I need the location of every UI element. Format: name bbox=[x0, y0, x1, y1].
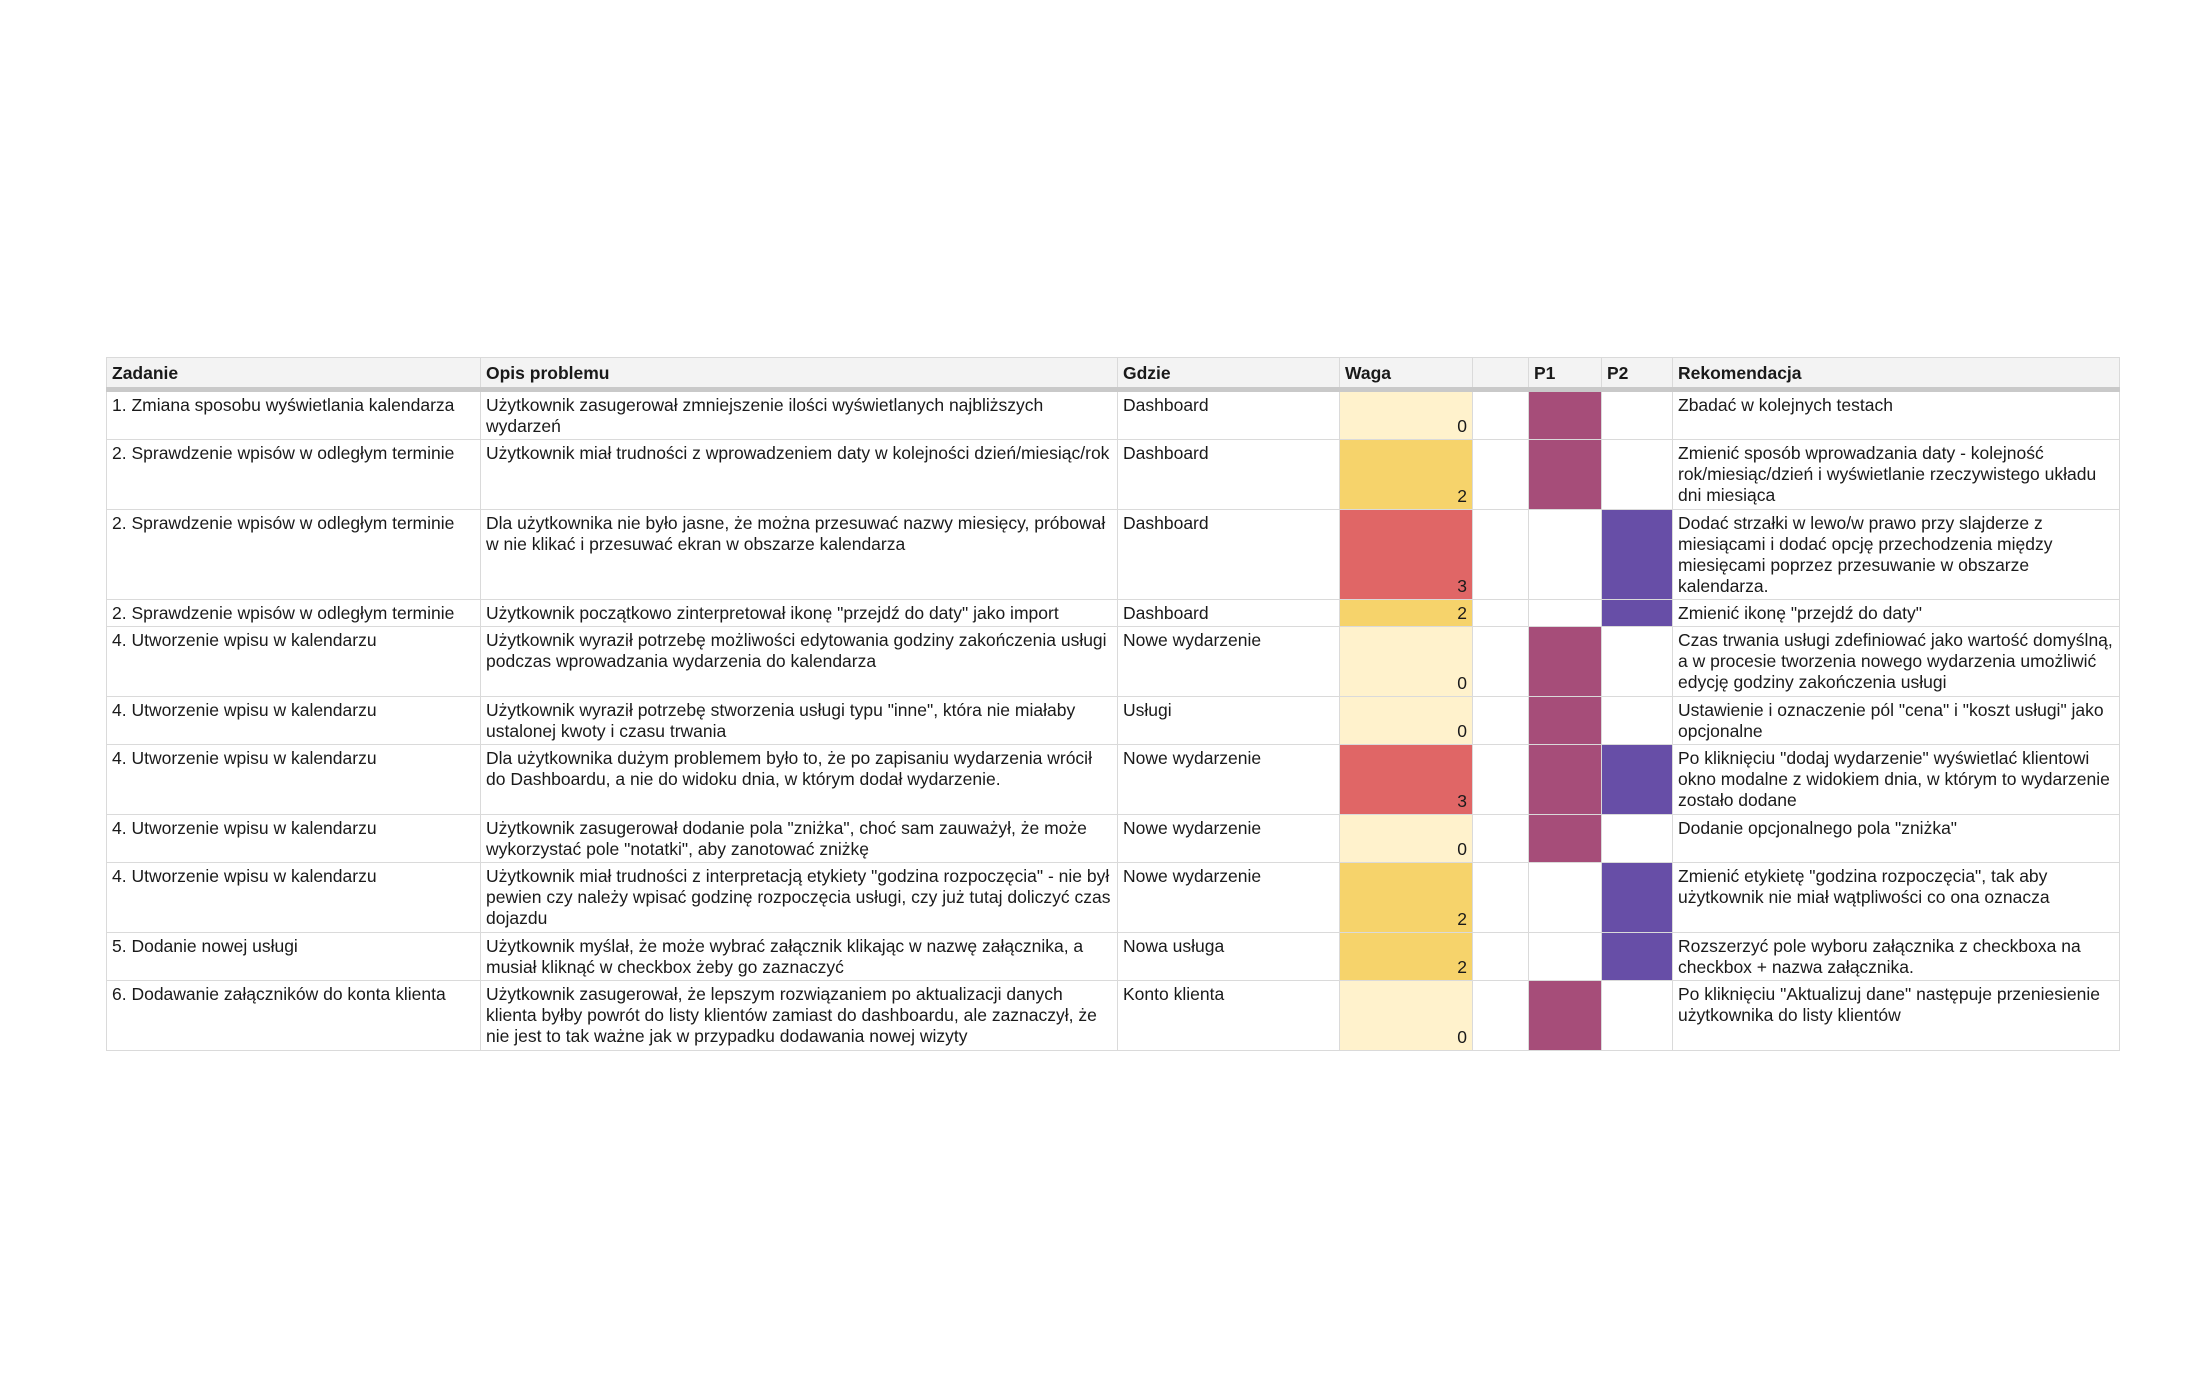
cell-p1[interactable] bbox=[1529, 745, 1602, 815]
cell-waga[interactable] bbox=[1340, 600, 1473, 627]
cell-zadanie[interactable]: 4. Utworzenie wpisu w kalendarzu bbox=[107, 697, 481, 745]
waga-value: 0 bbox=[1457, 839, 1467, 859]
cell-waga[interactable] bbox=[1340, 627, 1473, 697]
cell-gap[interactable] bbox=[1473, 440, 1529, 510]
cell-waga[interactable] bbox=[1340, 510, 1473, 600]
cell-p2[interactable] bbox=[1602, 981, 1673, 1051]
cell-zadanie[interactable]: 2. Sprawdzenie wpisów w odległym terminie bbox=[107, 440, 481, 510]
waga-value: 0 bbox=[1457, 1027, 1467, 1047]
table-row bbox=[107, 510, 2120, 600]
cell-p2[interactable] bbox=[1602, 390, 1673, 440]
cell-p1[interactable] bbox=[1529, 815, 1602, 863]
cell-p2[interactable] bbox=[1602, 627, 1673, 697]
table-row bbox=[107, 440, 2120, 510]
cell-p1[interactable] bbox=[1529, 863, 1602, 933]
cell-gap[interactable] bbox=[1473, 697, 1529, 745]
cell-zadanie[interactable]: 2. Sprawdzenie wpisów w odległym terminie bbox=[107, 600, 481, 627]
cell-waga[interactable] bbox=[1340, 981, 1473, 1051]
cell-opis[interactable]: Użytkownik myślał, że może wybrać załącznik klikając w nazwę załącznika, a musiał kliknąć w checkbox żeby go zaznaczyć bbox=[481, 933, 1118, 981]
cell-opis[interactable]: Użytkownik początkowo zinterpretował ikonę "przejdź do daty" jako import bbox=[481, 600, 1118, 627]
table-row bbox=[107, 600, 2120, 627]
cell-zadanie[interactable]: 1. Zmiana sposobu wyświetlania kalendarza bbox=[107, 390, 481, 440]
waga-value: 2 bbox=[1457, 486, 1467, 506]
cell-waga[interactable] bbox=[1340, 745, 1473, 815]
cell-gdzie[interactable]: Dashboard bbox=[1118, 390, 1340, 440]
cell-p2[interactable] bbox=[1602, 863, 1673, 933]
cell-p2[interactable] bbox=[1602, 697, 1673, 745]
cell-zadanie[interactable]: 4. Utworzenie wpisu w kalendarzu bbox=[107, 745, 481, 815]
waga-value: 0 bbox=[1457, 673, 1467, 693]
header-p1[interactable]: P1 bbox=[1529, 358, 1602, 390]
cell-waga[interactable] bbox=[1340, 697, 1473, 745]
cell-gap[interactable] bbox=[1473, 390, 1529, 440]
cell-p1[interactable] bbox=[1529, 440, 1602, 510]
cell-opis[interactable]: Użytkownik zasugerował, że lepszym rozwiązaniem po aktualizacji danych klienta byłby powrót do listy klientów zamiast do dashboardu, ale zaznaczył, że nie jest to tak ważne jak w przypadku dodawania nowej wizyty bbox=[481, 981, 1118, 1051]
header-gap[interactable] bbox=[1473, 358, 1529, 390]
cell-waga[interactable] bbox=[1340, 440, 1473, 510]
header-opis[interactable]: Opis problemu bbox=[481, 358, 1118, 390]
cell-rekomendacja[interactable]: Czas trwania usługi zdefiniować jako wartość domyślną, a w procesie tworzenia nowego wydarzenia umożliwić edycję godziny zakończenia usługi bbox=[1673, 627, 2120, 697]
waga-value: 2 bbox=[1457, 909, 1467, 929]
cell-p2[interactable] bbox=[1602, 440, 1673, 510]
cell-p2[interactable] bbox=[1602, 600, 1673, 627]
cell-gap[interactable] bbox=[1473, 600, 1529, 627]
header-p2[interactable]: P2 bbox=[1602, 358, 1673, 390]
cell-gdzie[interactable]: Dashboard bbox=[1118, 510, 1340, 600]
cell-gap[interactable] bbox=[1473, 981, 1529, 1051]
cell-zadanie[interactable]: 4. Utworzenie wpisu w kalendarzu bbox=[107, 627, 481, 697]
cell-waga[interactable] bbox=[1340, 815, 1473, 863]
cell-opis[interactable]: Dla użytkownika dużym problemem było to, że po zapisaniu wydarzenia wrócił do Dashboardu, a nie do widoku dnia, w którym dodał wydarzenie. bbox=[481, 745, 1118, 815]
cell-rekomendacja[interactable]: Zbadać w kolejnych testach bbox=[1673, 390, 2120, 440]
header-waga[interactable]: Waga bbox=[1340, 358, 1473, 390]
table-row bbox=[107, 863, 2120, 933]
waga-value: 0 bbox=[1457, 721, 1467, 741]
cell-gdzie[interactable]: Nowe wydarzenie bbox=[1118, 627, 1340, 697]
table-row bbox=[107, 815, 2120, 863]
cell-opis[interactable]: Użytkownik miał trudności z wprowadzeniem daty w kolejności dzień/miesiąc/rok bbox=[481, 440, 1118, 510]
waga-value: 0 bbox=[1457, 416, 1467, 436]
usability-findings-table bbox=[106, 357, 2120, 1051]
cell-gdzie[interactable]: Dashboard bbox=[1118, 440, 1340, 510]
cell-opis[interactable]: Dla użytkownika nie było jasne, że można przesuwać nazwy miesięcy, próbował w nie klikać i przesuwać ekran w obszarze kalendarza bbox=[481, 510, 1118, 600]
cell-gdzie[interactable]: Nowa usługa bbox=[1118, 933, 1340, 981]
header-rekomendacja[interactable]: Rekomendacja bbox=[1673, 358, 2120, 390]
header-row bbox=[107, 358, 2120, 390]
waga-value: 3 bbox=[1457, 791, 1467, 811]
cell-rekomendacja[interactable]: Rozszerzyć pole wyboru załącznika z checkboxa na checkbox + nazwa załącznika. bbox=[1673, 933, 2120, 981]
table-row bbox=[107, 981, 2120, 1051]
cell-gdzie[interactable]: Nowe wydarzenie bbox=[1118, 745, 1340, 815]
cell-waga[interactable] bbox=[1340, 390, 1473, 440]
cell-rekomendacja[interactable]: Zmienić sposób wprowadzania daty - kolejność rok/miesiąc/dzień i wyświetlanie rzeczywistego układu dni miesiąca bbox=[1673, 440, 2120, 510]
cell-zadanie[interactable]: 4. Utworzenie wpisu w kalendarzu bbox=[107, 815, 481, 863]
cell-gap[interactable] bbox=[1473, 745, 1529, 815]
table-row bbox=[107, 627, 2120, 697]
cell-waga[interactable] bbox=[1340, 933, 1473, 981]
header-zadanie[interactable]: Zadanie bbox=[107, 358, 481, 390]
cell-opis[interactable]: Użytkownik wyraził potrzebę możliwości edytowania godziny zakończenia usługi podczas wprowadzania wydarzenia do kalendarza bbox=[481, 627, 1118, 697]
cell-p1[interactable] bbox=[1529, 600, 1602, 627]
waga-value: 3 bbox=[1457, 576, 1467, 596]
cell-rekomendacja[interactable]: Po kliknięciu "dodaj wydarzenie" wyświetlać klientowi okno modalne z widokiem dnia, w którym to wydarzenie zostało dodane bbox=[1673, 745, 2120, 815]
cell-gap[interactable] bbox=[1473, 627, 1529, 697]
cell-gap[interactable] bbox=[1473, 863, 1529, 933]
cell-opis[interactable]: Użytkownik zasugerował zmniejszenie ilości wyświetlanych najbliższych wydarzeń bbox=[481, 390, 1118, 440]
cell-rekomendacja[interactable]: Zmienić etykietę "godzina rozpoczęcia", tak aby użytkownik nie miał wątpliwości co ona oznacza bbox=[1673, 863, 2120, 933]
cell-p2[interactable] bbox=[1602, 745, 1673, 815]
cell-rekomendacja[interactable]: Zmienić ikonę "przejdź do daty" bbox=[1673, 600, 2120, 627]
cell-rekomendacja[interactable]: Ustawienie i oznaczenie pól "cena" i "koszt usługi" jako opcjonalne bbox=[1673, 697, 2120, 745]
cell-gdzie[interactable]: Nowe wydarzenie bbox=[1118, 815, 1340, 863]
cell-p1[interactable] bbox=[1529, 627, 1602, 697]
cell-zadanie[interactable]: 5. Dodanie nowej usługi bbox=[107, 933, 481, 981]
table-row bbox=[107, 745, 2120, 815]
table-row bbox=[107, 697, 2120, 745]
cell-gdzie[interactable]: Konto klienta bbox=[1118, 981, 1340, 1051]
table-row bbox=[107, 933, 2120, 981]
cell-p2[interactable] bbox=[1602, 510, 1673, 600]
cell-gdzie[interactable]: Usługi bbox=[1118, 697, 1340, 745]
cell-p1[interactable] bbox=[1529, 697, 1602, 745]
cell-gap[interactable] bbox=[1473, 933, 1529, 981]
cell-p1[interactable] bbox=[1529, 390, 1602, 440]
cell-gap[interactable] bbox=[1473, 510, 1529, 600]
cell-zadanie[interactable]: 2. Sprawdzenie wpisów w odległym terminie bbox=[107, 510, 481, 600]
cell-gdzie[interactable]: Dashboard bbox=[1118, 600, 1340, 627]
cell-p2[interactable] bbox=[1602, 933, 1673, 981]
cell-zadanie[interactable]: 4. Utworzenie wpisu w kalendarzu bbox=[107, 863, 481, 933]
cell-rekomendacja[interactable]: Dodanie opcjonalnego pola "zniżka" bbox=[1673, 815, 2120, 863]
cell-opis[interactable]: Użytkownik wyraził potrzebę stworzenia usługi typu "inne", która nie miałaby ustalonej kwoty i czasu trwania bbox=[481, 697, 1118, 745]
cell-zadanie[interactable]: 6. Dodawanie załączników do konta klienta bbox=[107, 981, 481, 1051]
cell-p1[interactable] bbox=[1529, 981, 1602, 1051]
cell-p1[interactable] bbox=[1529, 933, 1602, 981]
cell-gap[interactable] bbox=[1473, 815, 1529, 863]
cell-p2[interactable] bbox=[1602, 815, 1673, 863]
cell-waga[interactable] bbox=[1340, 863, 1473, 933]
waga-value: 2 bbox=[1457, 957, 1467, 977]
cell-opis[interactable]: Użytkownik zasugerował dodanie pola "zniżka", choć sam zauważył, że może wykorzystać pole "notatki", aby zanotować zniżkę bbox=[481, 815, 1118, 863]
cell-gdzie[interactable]: Nowe wydarzenie bbox=[1118, 863, 1340, 933]
cell-rekomendacja[interactable]: Dodać strzałki w lewo/w prawo przy slajderze z miesiącami i dodać opcję przechodzenia między miesięcami poprzez przesuwanie w obszarze kalendarza. bbox=[1673, 510, 2120, 600]
table-row bbox=[107, 390, 2120, 440]
waga-value: 2 bbox=[1457, 603, 1467, 623]
cell-p1[interactable] bbox=[1529, 510, 1602, 600]
cell-opis[interactable]: Użytkownik miał trudności z interpretacją etykiety "godzina rozpoczęcia" - nie był pewien czy należy wpisać godzinę rozpoczęcia usługi, czy już tutaj doliczyć czas dojazdu bbox=[481, 863, 1118, 933]
cell-rekomendacja[interactable]: Po kliknięciu "Aktualizuj dane" następuje przeniesienie użytkownika do listy klientów bbox=[1673, 981, 2120, 1051]
header-gdzie[interactable]: Gdzie bbox=[1118, 358, 1340, 390]
